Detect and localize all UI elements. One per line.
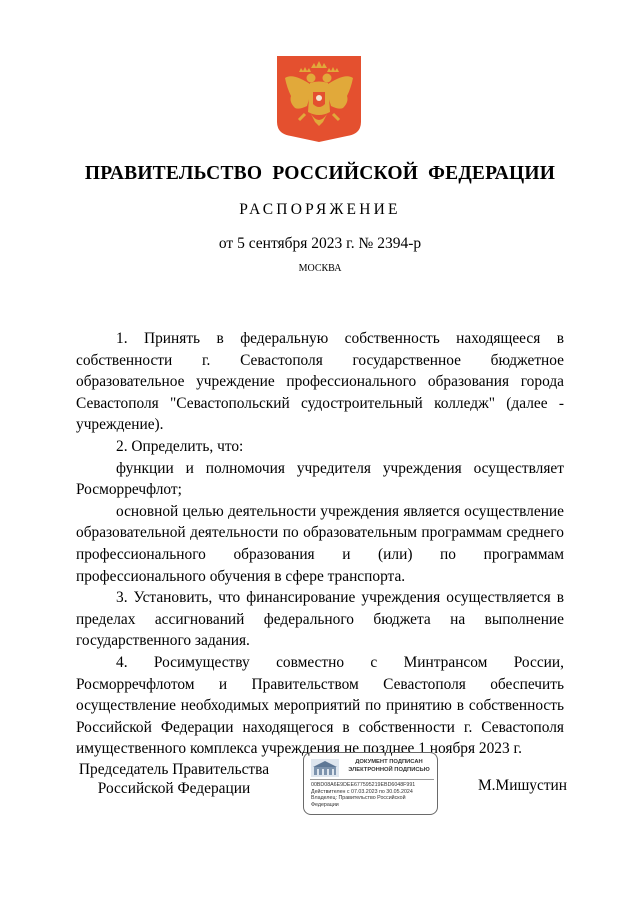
signatory-position <box>78 760 270 798</box>
document-date-number: от 5 сентября 2023 г. № 2394-р <box>218 235 422 252</box>
signatory-name: М.Мишустин <box>478 777 568 794</box>
coat-of-arms-emblem <box>277 56 361 142</box>
paragraph-3: 3. Установить, что финансирование учреждения осуществляется в пределах ассигнований федерального бюджета на выполнение государственного задания. <box>76 589 564 650</box>
stamp-serial: 00BD08A6E9DEE677595219EBD6048F991 <box>311 782 416 788</box>
stamp-details <box>311 782 435 809</box>
signatory-position-line1: Председатель Правительства <box>78 761 270 778</box>
paragraph-4: 4. Росимуществу совместно с Минтрансом России, Росморречфлотом и Правительством Севастополя обеспечить осуществление необходимых мероприятий по принятию в собственность Российской Федерации находящегося в собственности г. Севастополя имущественного комплекса учреждения не позднее 1 ноября 2023 г. <box>76 653 564 758</box>
electronic-signature-stamp <box>303 752 438 815</box>
signatory-position-line2: Российской Федерации <box>97 780 251 797</box>
document-body <box>76 328 564 760</box>
stamp-title <box>342 759 436 774</box>
document-type: РАСПОРЯЖЕНИЕ <box>239 201 401 218</box>
document-city: МОСКВА <box>298 263 342 274</box>
paragraph-2a: функции и полномочия учредителя учреждения осуществляет Росморречфлот; <box>76 459 564 499</box>
stamp-title-line2: ЭЛЕКТРОННОЙ ПОДПИСЬЮ <box>348 766 430 773</box>
stamp-validity: Действителен с 07.03.2023 по 30.05.2024 <box>311 788 413 795</box>
stamp-divider <box>310 779 434 780</box>
paragraph-2b: основной целью деятельности учреждения является осуществление образовательной деятельности по образовательным программам среднего профессионального образования и (или) по программам профессионального обучения в сфере транспорта. <box>76 502 564 585</box>
government-title: ПРАВИТЕЛЬСТВО РОССИЙСКОЙ ФЕДЕРАЦИИ <box>84 163 556 184</box>
stamp-title-line1: ДОКУМЕНТ ПОДПИСАН <box>355 759 423 765</box>
paragraph-2: 2. Определить, что: <box>116 437 244 455</box>
stamp-owner-line1: Владелец: Правительство Российской <box>311 795 406 802</box>
stamp-owner-line2: Федерации <box>311 802 339 809</box>
building-icon <box>311 759 339 777</box>
paragraph-1: 1. Принять в федеральную собственность находящееся в собственности г. Севастополя государственное бюджетное образовательное учреждение профессионального образования города Севастополя "Севастопольский судостроительный колледж" (далее - учреждение). <box>76 330 564 434</box>
